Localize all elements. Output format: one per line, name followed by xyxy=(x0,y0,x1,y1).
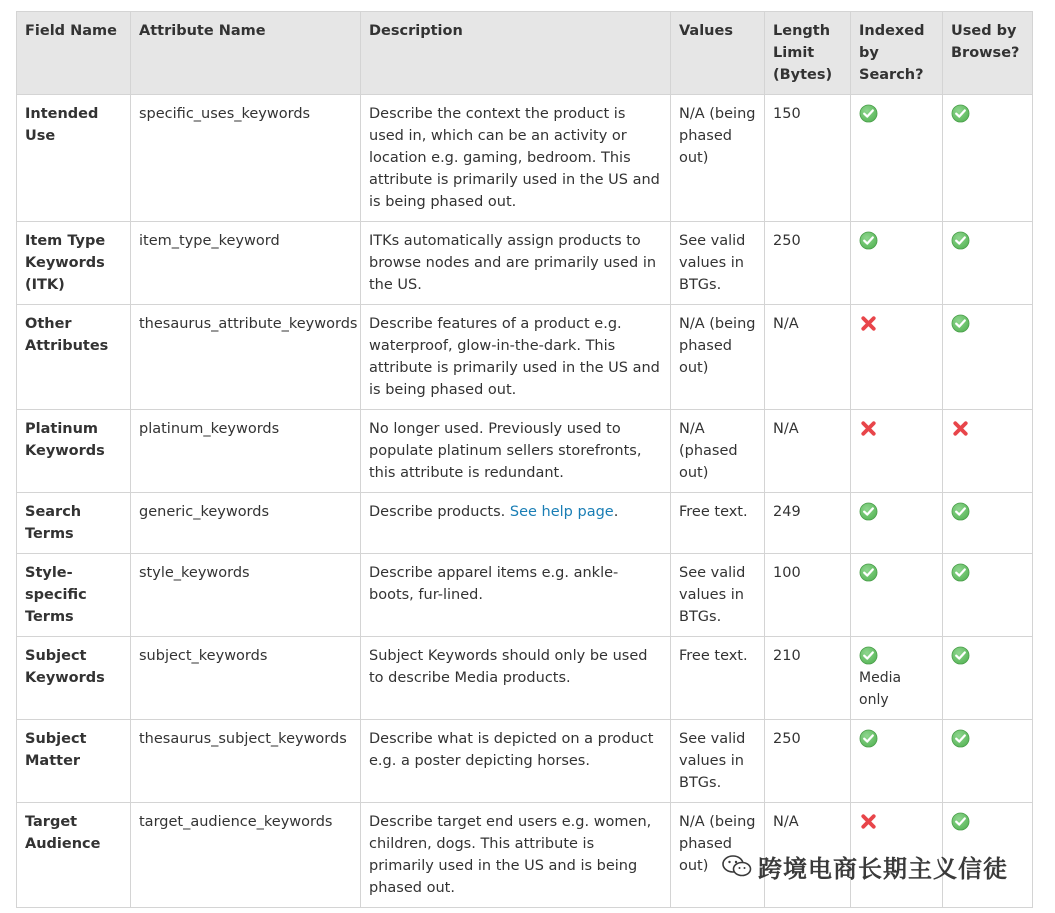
description-cell xyxy=(361,803,671,908)
header-indexed-by-search: Indexed by Search? xyxy=(851,12,943,95)
check-icon xyxy=(859,646,878,665)
table-row xyxy=(17,305,1033,410)
description-text: Describe what is depicted on a product e.g. a poster depicting horses. xyxy=(369,731,654,769)
header-row xyxy=(17,12,1033,95)
indexed-cell xyxy=(851,493,943,554)
header-description: Description xyxy=(361,12,671,95)
length-limit-cell: N/A xyxy=(765,410,851,493)
field-name: Style-specific Terms xyxy=(17,554,131,637)
indexed-cell xyxy=(851,222,943,305)
description-cell xyxy=(361,95,671,222)
browse-cell xyxy=(943,410,1033,493)
field-name: Subject Matter xyxy=(17,720,131,803)
length-limit-cell: 249 xyxy=(765,493,851,554)
browse-cell xyxy=(943,305,1033,410)
length-limit-cell: 150 xyxy=(765,95,851,222)
wechat-icon xyxy=(722,854,752,878)
field-name: Subject Keywords xyxy=(17,637,131,720)
table-row xyxy=(17,410,1033,493)
indexed-cell xyxy=(851,305,943,410)
browse-cell xyxy=(943,637,1033,720)
check-icon xyxy=(951,729,970,748)
check-icon xyxy=(859,104,878,123)
values-cell: See valid values in BTGs. xyxy=(671,222,765,305)
field-name: Target Audience xyxy=(17,803,131,908)
indexed-note: Media only xyxy=(859,670,902,708)
description-cell xyxy=(361,554,671,637)
check-icon xyxy=(951,646,970,665)
check-icon xyxy=(951,563,970,582)
description-cell xyxy=(361,222,671,305)
attribute-name: item_type_keyword xyxy=(131,222,361,305)
cross-icon xyxy=(859,314,878,333)
indexed-cell xyxy=(851,410,943,493)
header-attribute-name: Attribute Name xyxy=(131,12,361,95)
attribute-name: style_keywords xyxy=(131,554,361,637)
description-text: No longer used. Previously used to populate platinum sellers storefronts, this attribute is redundant. xyxy=(369,421,642,481)
indexed-cell xyxy=(851,720,943,803)
values-cell: N/A (phased out) xyxy=(671,410,765,493)
attribute-name: thesaurus_subject_keywords xyxy=(131,720,361,803)
length-limit-cell: N/A xyxy=(765,803,851,908)
browse-cell xyxy=(943,554,1033,637)
field-name: Item Type Keywords (ITK) xyxy=(17,222,131,305)
check-icon xyxy=(859,502,878,521)
description-cell xyxy=(361,493,671,554)
browse-cell xyxy=(943,95,1033,222)
cross-icon xyxy=(859,812,878,831)
table-row xyxy=(17,554,1033,637)
length-limit-cell: 250 xyxy=(765,720,851,803)
header-used-by-browse: Used by Browse? xyxy=(943,12,1033,95)
check-icon xyxy=(951,812,970,831)
check-icon xyxy=(951,502,970,521)
description-text: Describe the context the product is used in, which can be an activity or location e.g. gaming, bedroom. This attribute is primarily used in the US and is being phased out. xyxy=(369,106,660,210)
check-icon xyxy=(859,563,878,582)
description-text: Describe products. xyxy=(369,504,506,520)
values-cell: N/A (being phased out) xyxy=(671,95,765,222)
field-name: Other Attributes xyxy=(17,305,131,410)
table-row xyxy=(17,637,1033,720)
check-icon xyxy=(859,231,878,250)
attribute-name: target_audience_keywords xyxy=(131,803,361,908)
check-icon xyxy=(951,104,970,123)
table-row xyxy=(17,95,1033,222)
values-cell: Free text. xyxy=(671,637,765,720)
attribute-name: platinum_keywords xyxy=(131,410,361,493)
values-cell: See valid values in BTGs. xyxy=(671,720,765,803)
indexed-cell xyxy=(851,95,943,222)
field-name: Search Terms xyxy=(17,493,131,554)
header-length-limit: Length Limit (Bytes) xyxy=(765,12,851,95)
keywords-table xyxy=(16,11,1033,908)
cross-icon xyxy=(951,419,970,438)
values-cell: See valid values in BTGs. xyxy=(671,554,765,637)
indexed-cell xyxy=(851,554,943,637)
description-text: Subject Keywords should only be used to describe Media products. xyxy=(369,648,648,686)
browse-cell xyxy=(943,222,1033,305)
browse-cell xyxy=(943,493,1033,554)
check-icon xyxy=(859,729,878,748)
browse-cell xyxy=(943,720,1033,803)
values-cell: Free text. xyxy=(671,493,765,554)
indexed-cell xyxy=(851,637,943,720)
length-limit-cell: 210 xyxy=(765,637,851,720)
attribute-name: subject_keywords xyxy=(131,637,361,720)
table-row xyxy=(17,493,1033,554)
help-page-link[interactable]: See help page xyxy=(509,504,614,520)
check-icon xyxy=(951,231,970,250)
field-name: Intended Use xyxy=(17,95,131,222)
header-field-name: Field Name xyxy=(17,12,131,95)
description-suffix: . xyxy=(613,504,619,520)
values-cell: N/A (being phased out) xyxy=(671,305,765,410)
attribute-name: specific_uses_keywords xyxy=(131,95,361,222)
description-cell xyxy=(361,637,671,720)
description-cell xyxy=(361,720,671,803)
description-text: Describe features of a product e.g. waterproof, glow-in-the-dark. This attribute is primarily used in the US and is being phased out. xyxy=(369,316,660,398)
length-limit-cell: 250 xyxy=(765,222,851,305)
attribute-name: thesaurus_attribute_keywords xyxy=(131,305,361,410)
watermark-text: 跨境电商长期主义信徒 xyxy=(758,854,1008,883)
description-text: Describe apparel items e.g. ankle-boots, fur-lined. xyxy=(369,565,619,603)
length-limit-cell: N/A xyxy=(765,305,851,410)
attribute-name: generic_keywords xyxy=(131,493,361,554)
table-row xyxy=(17,720,1033,803)
watermark xyxy=(722,848,1008,884)
field-name: Platinum Keywords xyxy=(17,410,131,493)
description-text: Describe target end users e.g. women, children, dogs. This attribute is primarily used in the US and is being phased out. xyxy=(369,814,652,896)
length-limit-cell: 100 xyxy=(765,554,851,637)
values-cell: N/A (being phased out) xyxy=(671,803,765,908)
description-cell xyxy=(361,305,671,410)
check-icon xyxy=(951,314,970,333)
table-row xyxy=(17,222,1033,305)
description-cell xyxy=(361,410,671,493)
cross-icon xyxy=(859,419,878,438)
header-values: Values xyxy=(671,12,765,95)
description-text: ITKs automatically assign products to browse nodes and are primarily used in the US. xyxy=(369,233,657,293)
